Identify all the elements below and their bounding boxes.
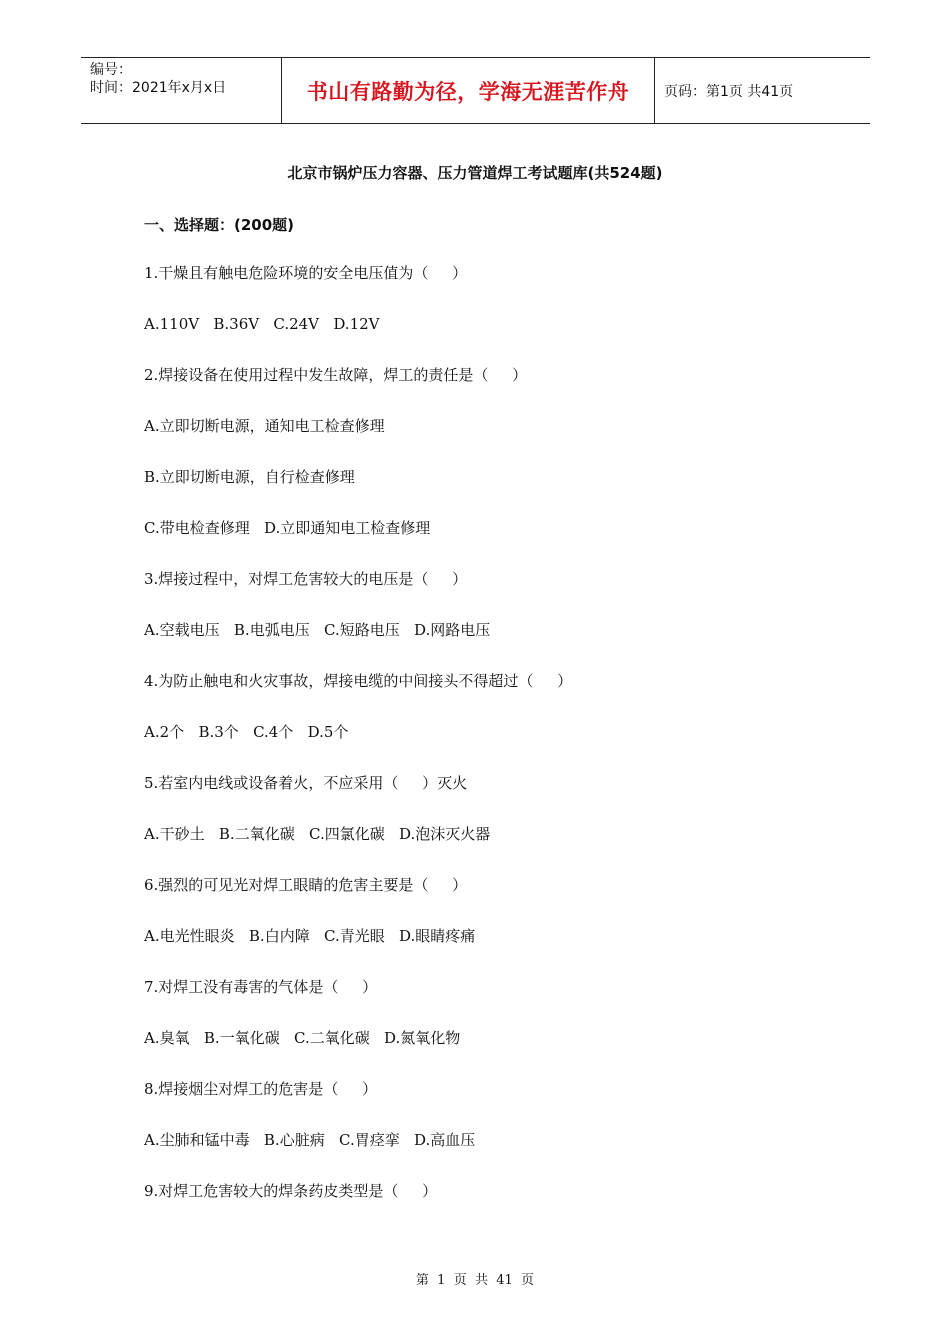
- header-page-info: [655, 58, 870, 123]
- question-line: 4.为防止触电和火灾事故，焊接电缆的中间接头不得超过（ ）: [144, 672, 573, 690]
- answer-options: C.带电检查修理 D.立即通知电工检查修理: [144, 519, 431, 537]
- question-line: 2.焊接设备在使用过程中发生故障，焊工的责任是（ ）: [144, 366, 528, 384]
- answer-options: A.2个 B.3个 C.4个 D.5个: [144, 723, 349, 741]
- question-line: 1.干燥且有触电危险环境的安全电压值为（ ）: [144, 264, 468, 282]
- question-list: [144, 262, 864, 1231]
- header-meta: [81, 58, 281, 123]
- question-line: 3.焊接过程中，对焊工危害较大的电压是（ ）: [144, 570, 468, 588]
- question-line: 9.对焊工危害较大的焊条药皮类型是（ ）: [144, 1182, 438, 1200]
- answer-options: A.立即切断电源，通知电工检查修理: [144, 417, 385, 435]
- motto-text: 书山有路勤为径，学海无涯苦作舟: [306, 79, 630, 104]
- document-title: 北京市锅炉压力容器、压力管道焊工考试题库(共524题): [287, 164, 663, 182]
- answer-options: A.电光性眼炎 B.白内障 C.青光眼 D.眼睛疼痛: [144, 927, 476, 945]
- page-info-text: 页码：第1页 共41页: [664, 83, 794, 100]
- question-line: 7.对焊工没有毒害的气体是（ ）: [144, 978, 378, 996]
- page-footer: 第 1 页 共 41 页: [415, 1273, 535, 1288]
- answer-options: A.尘肺和锰中毒 B.心脏病 C.胃痉挛 D.高血压: [144, 1131, 476, 1149]
- answer-options: B.立即切断电源，自行检查修理: [144, 468, 355, 486]
- answer-options: A.臭氧 B.一氧化碳 C.二氧化碳 D.氮氧化物: [144, 1029, 461, 1047]
- answer-options: A.110V B.36V C.24V D.12V: [144, 315, 380, 333]
- section-title: 一、选择题：(200题): [144, 216, 295, 234]
- document-header: [81, 57, 870, 124]
- number-label: 编号：: [90, 62, 132, 78]
- question-line: 5.若室内电线或设备着火，不应采用（ ）灭火: [144, 774, 468, 792]
- time-label: 时间：2021年x月x日: [90, 80, 227, 96]
- question-line: 8.焊接烟尘对焊工的危害是（ ）: [144, 1080, 378, 1098]
- question-line: 6.强烈的可见光对焊工眼睛的危害主要是（ ）: [144, 876, 468, 894]
- answer-options: A.空载电压 B.电弧电压 C.短路电压 D.网路电压: [144, 621, 491, 639]
- answer-options: A.干砂土 B.二氧化碳 C.四氯化碳 D.泡沫灭火器: [144, 825, 491, 843]
- header-motto-cell: [281, 58, 655, 123]
